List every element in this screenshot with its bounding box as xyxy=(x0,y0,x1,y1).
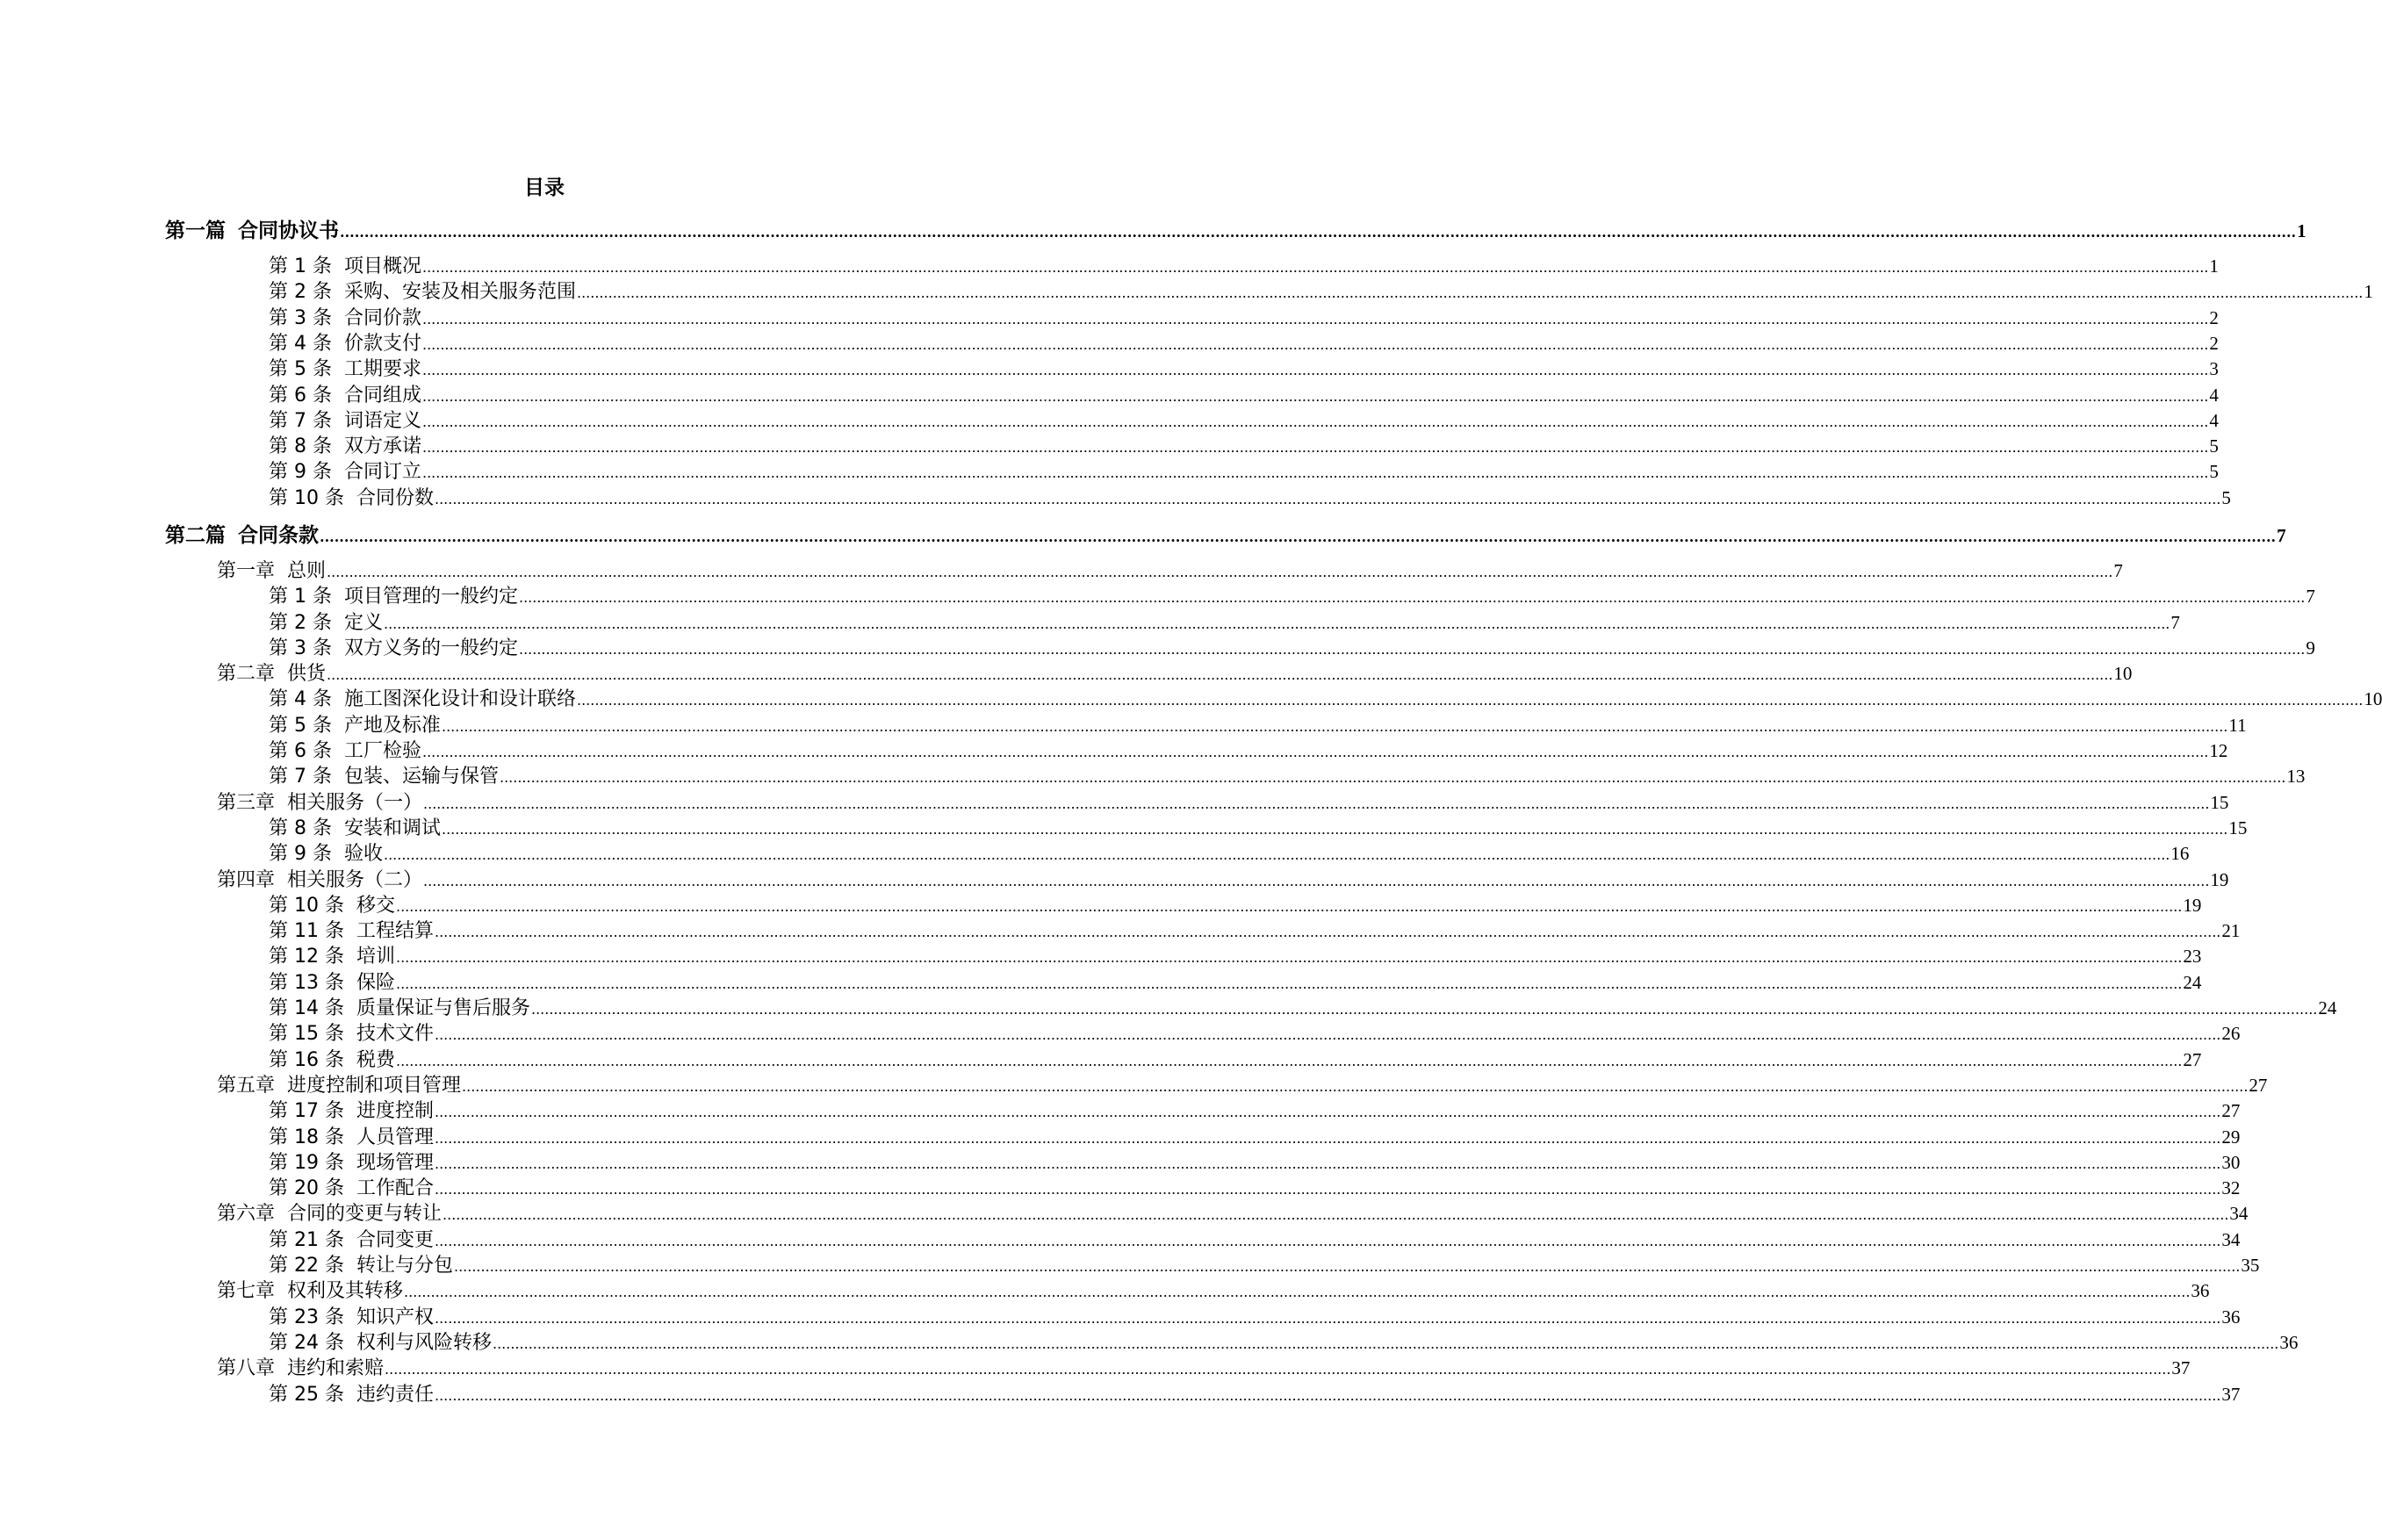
toc-entry-article[interactable] xyxy=(269,892,2202,918)
toc-entry-number: 第 9 条 xyxy=(269,461,332,483)
toc-entry-title: 合同协议书 xyxy=(238,219,339,242)
toc-dot-leader: ................................................................................................................................................................................................................................................................................................................................................................................................................ xyxy=(320,529,2277,545)
toc-entry-number: 第 6 条 xyxy=(269,385,332,407)
toc-entry-article[interactable] xyxy=(269,433,2219,459)
toc-entry-article[interactable] xyxy=(269,1304,2241,1330)
toc-entry-title: 合同价款 xyxy=(343,307,421,329)
toc-entry-title: 工程结算 xyxy=(356,920,434,942)
toc-entry-number: 第 1 条 xyxy=(269,255,332,277)
toc-entry-number: 第 18 条 xyxy=(269,1126,344,1148)
toc-entry-title: 安装和调试 xyxy=(343,817,441,839)
toc-entry-title: 进度控制和项目管理 xyxy=(287,1075,462,1097)
toc-entry-page-number: 1 xyxy=(2209,255,2219,277)
toc-entry-number: 第 12 条 xyxy=(269,946,344,968)
toc-dot-leader: ................................................................................................................................................................................................................................................................................................................................................................................................................ xyxy=(396,898,2183,915)
toc-dot-leader: ................................................................................................................................................................................................................................................................................................................................................................................................................ xyxy=(435,1104,2221,1120)
toc-entry-page-number: 36 xyxy=(2191,1280,2210,1301)
toc-dot-leader: ................................................................................................................................................................................................................................................................................................................................................................................................................ xyxy=(340,224,2297,241)
toc-dot-leader: ................................................................................................................................................................................................................................................................................................................................................................................................................ xyxy=(493,1335,2279,1352)
toc-entry-page-number: 32 xyxy=(2221,1177,2241,1198)
toc-entry-article[interactable] xyxy=(269,1175,2241,1201)
toc-entry-number: 第 8 条 xyxy=(269,817,332,839)
toc-entry-title: 税费 xyxy=(356,1049,395,1071)
toc-entry-chapter[interactable] xyxy=(217,789,2229,816)
toc-entry-number: 第五章 xyxy=(217,1075,276,1097)
toc-dot-leader: ................................................................................................................................................................................................................................................................................................................................................................................................................ xyxy=(396,1053,2183,1069)
toc-entry-page-number: 12 xyxy=(2209,740,2228,761)
toc-entry-chapter[interactable] xyxy=(217,1355,2191,1381)
toc-entry-number: 第 16 条 xyxy=(269,1049,344,1071)
toc-entry-title: 违约责任 xyxy=(356,1384,434,1406)
toc-entry-article[interactable] xyxy=(269,635,2315,661)
toc-entry-page-number: 5 xyxy=(2209,461,2219,482)
toc-entry-title: 权利及其转移 xyxy=(287,1280,404,1302)
toc-entry-number: 第 6 条 xyxy=(269,740,332,762)
toc-entry-title: 价款支付 xyxy=(343,333,421,355)
toc-entry-number: 第 4 条 xyxy=(269,333,332,355)
toc-entry-article[interactable] xyxy=(269,1149,2241,1176)
toc-entry-article[interactable] xyxy=(269,918,2241,944)
toc-entry-title: 合同份数 xyxy=(356,487,434,509)
toc-dot-leader: ................................................................................................................................................................................................................................................................................................................................................................................................................ xyxy=(500,769,2286,786)
toc-entry-title: 项目管理的一般约定 xyxy=(343,586,518,608)
toc-entry-page-number: 15 xyxy=(2228,817,2248,838)
toc-entry-page-number: 27 xyxy=(2221,1100,2241,1121)
toc-entry-article[interactable] xyxy=(269,943,2202,969)
toc-entry-page-number: 15 xyxy=(2210,792,2229,813)
toc-entry-number: 第三章 xyxy=(217,792,276,814)
toc-entry-title: 质量保证与售后服务 xyxy=(356,997,530,1019)
toc-entry-title: 定义 xyxy=(343,612,383,634)
toc-entry-number: 第 15 条 xyxy=(269,1023,344,1045)
toc-entry-article[interactable] xyxy=(269,253,2219,279)
toc-dot-leader: ................................................................................................................................................................................................................................................................................................................................................................................................................ xyxy=(396,949,2183,966)
toc-entry-article[interactable] xyxy=(269,407,2219,434)
toc-dot-leader: ................................................................................................................................................................................................................................................................................................................................................................................................................ xyxy=(327,666,2113,683)
toc-dot-leader: ................................................................................................................................................................................................................................................................................................................................................................................................................ xyxy=(435,1233,2221,1249)
toc-entry-page-number: 36 xyxy=(2279,1332,2299,1353)
toc-entry-number: 第 11 条 xyxy=(269,920,344,942)
toc-entry-chapter[interactable] xyxy=(217,1072,2268,1098)
toc-dot-leader: ................................................................................................................................................................................................................................................................................................................................................................................................................ xyxy=(423,873,2210,889)
toc-entry-article[interactable] xyxy=(269,840,2190,867)
toc-entry-article[interactable] xyxy=(269,1020,2241,1047)
toc-dot-leader: ................................................................................................................................................................................................................................................................................................................................................................................................................ xyxy=(422,311,2209,327)
toc-dot-leader: ................................................................................................................................................................................................................................................................................................................................................................................................................ xyxy=(443,1206,2229,1223)
toc-entry-number: 第 14 条 xyxy=(269,997,344,1019)
toc-entry-title: 工期要求 xyxy=(343,358,421,380)
toc-entry-article[interactable] xyxy=(269,609,2180,636)
toc-dot-leader: ................................................................................................................................................................................................................................................................................................................................................................................................................ xyxy=(435,1155,2221,1172)
toc-entry-page-number: 2 xyxy=(2209,333,2219,354)
toc-entry-page-number: 16 xyxy=(2170,843,2190,864)
toc-dot-leader: ................................................................................................................................................................................................................................................................................................................................................................................................................ xyxy=(435,1181,2221,1198)
toc-entry-article[interactable] xyxy=(269,1381,2241,1407)
toc-entry-page-number: 7 xyxy=(2113,560,2123,581)
toc-entry-title: 采购、安装及相关服务范围 xyxy=(343,281,576,303)
toc-entry-page-number: 19 xyxy=(2210,869,2229,890)
toc-entry-chapter[interactable] xyxy=(217,558,2123,584)
toc-entry-title: 转让与分包 xyxy=(356,1255,453,1277)
toc-entry-page-number: 10 xyxy=(2364,688,2382,709)
toc-entry-article[interactable] xyxy=(269,1124,2241,1150)
toc-entry-title: 合同的变更与转让 xyxy=(287,1203,443,1225)
toc-entry-title: 项目概况 xyxy=(343,255,421,277)
toc-entry-title: 违约和索赔 xyxy=(287,1357,385,1379)
toc-dot-leader: ................................................................................................................................................................................................................................................................................................................................................................................................................ xyxy=(404,1284,2191,1300)
toc-dot-leader: ................................................................................................................................................................................................................................................................................................................................................................................................................ xyxy=(327,564,2113,580)
toc-dot-leader: ................................................................................................................................................................................................................................................................................................................................................................................................................ xyxy=(423,795,2210,812)
toc-entry-page-number: 27 xyxy=(2183,1049,2202,1070)
toc-entry-article[interactable] xyxy=(269,458,2219,485)
toc-entry-page-number: 23 xyxy=(2183,946,2202,967)
toc-entry-title: 技术文件 xyxy=(356,1023,434,1045)
toc-entry-page-number: 4 xyxy=(2209,410,2219,431)
toc-entry-title: 人员管理 xyxy=(356,1126,434,1148)
toc-entry-title: 移交 xyxy=(356,895,395,917)
toc-entry-number: 第 1 条 xyxy=(269,586,332,608)
toc-entry-page-number: 30 xyxy=(2221,1152,2241,1173)
toc-entry-title: 培训 xyxy=(356,946,395,968)
toc-entry-page-number: 34 xyxy=(2221,1229,2241,1250)
toc-entry-page-number: 34 xyxy=(2229,1203,2249,1224)
toc-dot-leader: ................................................................................................................................................................................................................................................................................................................................................................................................................ xyxy=(422,464,2209,481)
toc-dot-leader: ................................................................................................................................................................................................................................................................................................................................................................................................................ xyxy=(422,259,2209,276)
toc-entry-page-number: 37 xyxy=(2171,1357,2191,1378)
toc-entry-page-number: 10 xyxy=(2113,663,2133,684)
toc-entry-title: 合同订立 xyxy=(343,461,421,483)
toc-entry-part[interactable] xyxy=(165,522,2286,549)
toc-entry-number: 第 7 条 xyxy=(269,410,332,432)
toc-entry-page-number: 19 xyxy=(2183,895,2202,916)
toc-dot-leader: ................................................................................................................................................................................................................................................................................................................................................................................................................ xyxy=(442,718,2228,735)
toc-entry-page-number: 21 xyxy=(2221,920,2241,941)
toc-entry-title: 双方承诺 xyxy=(343,435,421,457)
toc-entry-title: 词语定义 xyxy=(343,410,421,432)
toc-dot-leader: ................................................................................................................................................................................................................................................................................................................................................................................................................ xyxy=(435,1026,2221,1043)
toc-dot-leader: ................................................................................................................................................................................................................................................................................................................................................................................................................ xyxy=(384,615,2170,632)
toc-entry-number: 第 8 条 xyxy=(269,435,332,457)
toc-entry-article[interactable] xyxy=(269,382,2219,408)
toc-entry-number: 第 23 条 xyxy=(269,1306,344,1328)
toc-entry-number: 第 4 条 xyxy=(269,688,332,710)
toc-entry-title: 施工图深化设计和设计联络 xyxy=(343,688,576,710)
toc-entry-article[interactable] xyxy=(269,995,2337,1021)
toc-entry-page-number: 7 xyxy=(2277,525,2286,546)
toc-entry-number: 第四章 xyxy=(217,869,276,891)
toc-entry-number: 第 13 条 xyxy=(269,972,344,994)
toc-entry-title: 工厂检验 xyxy=(343,740,421,762)
toc-entry-number: 第 2 条 xyxy=(269,281,332,303)
toc-entry-title: 权利与风险转移 xyxy=(356,1332,492,1354)
toc-entry-number: 第二篇 xyxy=(165,524,226,547)
toc-entry-article[interactable] xyxy=(269,305,2219,331)
toc-entry-article[interactable] xyxy=(269,738,2228,764)
toc-entry-page-number: 3 xyxy=(2209,358,2219,379)
toc-entry-number: 第一章 xyxy=(217,560,276,582)
toc-entry-number: 第 20 条 xyxy=(269,1177,344,1199)
toc-entry-article[interactable] xyxy=(269,356,2219,382)
toc-dot-leader: ................................................................................................................................................................................................................................................................................................................................................................................................................ xyxy=(462,1078,2249,1095)
toc-entry-page-number: 24 xyxy=(2183,972,2202,993)
toc-entry-article[interactable] xyxy=(269,763,2306,789)
toc-entry-article[interactable] xyxy=(269,969,2202,996)
toc-entry-number: 第 21 条 xyxy=(269,1229,344,1251)
toc-entry-page-number: 37 xyxy=(2221,1384,2241,1405)
toc-entry-number: 第 10 条 xyxy=(269,487,344,509)
toc-entry-title: 验收 xyxy=(343,843,383,865)
toc-entry-title: 进度控制 xyxy=(356,1100,434,1122)
toc-entry-number: 第一篇 xyxy=(165,219,226,242)
toc-entry-part[interactable] xyxy=(165,218,2306,244)
toc-entry-number: 第七章 xyxy=(217,1280,276,1302)
toc-dot-leader: ................................................................................................................................................................................................................................................................................................................................................................................................................ xyxy=(435,924,2221,940)
toc-entry-article[interactable] xyxy=(269,1097,2241,1124)
toc-entry-title: 合同组成 xyxy=(343,385,421,407)
toc-dot-leader: ................................................................................................................................................................................................................................................................................................................................................................................................................ xyxy=(519,641,2306,658)
toc-entry-title: 相关服务（一） xyxy=(287,792,423,814)
toc-dot-leader: ................................................................................................................................................................................................................................................................................................................................................................................................................ xyxy=(422,439,2209,456)
toc-entry-number: 第 3 条 xyxy=(269,307,332,329)
toc-entry-page-number: 36 xyxy=(2221,1306,2241,1328)
toc-entry-chapter[interactable] xyxy=(217,1277,2210,1304)
toc-dot-leader: ................................................................................................................................................................................................................................................................................................................................................................................................................ xyxy=(577,692,2364,709)
toc-dot-leader: ................................................................................................................................................................................................................................................................................................................................................................................................................ xyxy=(519,589,2306,606)
toc-entry-page-number: 1 xyxy=(2364,281,2373,302)
toc-entry-article[interactable] xyxy=(269,712,2247,738)
toc-entry-page-number: 24 xyxy=(2318,997,2337,1018)
toc-entry-page-number: 1 xyxy=(2297,220,2306,241)
toc-entry-page-number: 11 xyxy=(2228,715,2247,736)
toc-dot-leader: ................................................................................................................................................................................................................................................................................................................................................................................................................ xyxy=(384,846,2170,863)
toc-entry-number: 第 5 条 xyxy=(269,358,332,380)
toc-entry-chapter[interactable] xyxy=(217,867,2229,893)
toc-entry-article[interactable] xyxy=(269,1227,2241,1253)
toc-entry-number: 第 3 条 xyxy=(269,637,332,659)
toc-entry-number: 第 25 条 xyxy=(269,1384,344,1406)
toc-dot-leader: ................................................................................................................................................................................................................................................................................................................................................................................................................ xyxy=(577,284,2364,301)
toc-entry-page-number: 4 xyxy=(2209,385,2219,406)
toc-entry-article[interactable] xyxy=(269,1329,2299,1356)
toc-dot-leader: ................................................................................................................................................................................................................................................................................................................................................................................................................ xyxy=(422,336,2209,353)
toc-entry-chapter[interactable] xyxy=(217,1200,2249,1227)
toc-entry-number: 第 7 条 xyxy=(269,766,332,788)
toc-dot-leader: ................................................................................................................................................................................................................................................................................................................................................................................................................ xyxy=(385,1361,2171,1378)
toc-dot-leader: ................................................................................................................................................................................................................................................................................................................................................................................................................ xyxy=(531,1001,2318,1018)
toc-entry-article[interactable] xyxy=(269,330,2219,356)
toc-entry-number: 第 22 条 xyxy=(269,1255,344,1277)
toc-entry-title: 相关服务（二） xyxy=(287,869,423,891)
toc-entry-title: 总则 xyxy=(287,560,327,582)
toc-entry-page-number: 5 xyxy=(2221,487,2231,508)
toc-dot-leader: ................................................................................................................................................................................................................................................................................................................................................................................................................ xyxy=(435,491,2221,507)
toc-entry-page-number: 13 xyxy=(2286,766,2306,787)
toc-entry-article[interactable] xyxy=(269,1047,2202,1073)
toc-dot-leader: ................................................................................................................................................................................................................................................................................................................................................................................................................ xyxy=(435,1310,2221,1327)
toc-entry-article[interactable] xyxy=(269,485,2231,511)
toc-entry-page-number: 7 xyxy=(2306,586,2315,607)
toc-dot-leader: ................................................................................................................................................................................................................................................................................................................................................................................................................ xyxy=(422,414,2209,430)
toc-entry-number: 第六章 xyxy=(217,1203,276,1225)
toc-entry-page-number: 35 xyxy=(2241,1255,2260,1276)
toc-entry-page-number: 29 xyxy=(2221,1126,2241,1148)
toc-entry-number: 第 5 条 xyxy=(269,715,332,737)
toc-entry-article[interactable] xyxy=(269,815,2248,841)
toc-entry-page-number: 27 xyxy=(2249,1075,2268,1096)
toc-entry-page-number: 2 xyxy=(2209,307,2219,328)
toc-entry-chapter[interactable] xyxy=(217,660,2133,687)
toc-entry-title: 产地及标准 xyxy=(343,715,441,737)
toc-dot-leader: ................................................................................................................................................................................................................................................................................................................................................................................................................ xyxy=(435,1130,2221,1147)
toc-entry-title: 知识产权 xyxy=(356,1306,434,1328)
toc-dot-leader: ................................................................................................................................................................................................................................................................................................................................................................................................................ xyxy=(396,975,2183,992)
toc-entry-page-number: 9 xyxy=(2306,637,2315,658)
toc-entry-number: 第 2 条 xyxy=(269,612,332,634)
toc-entry-number: 第二章 xyxy=(217,663,276,685)
toc-entry-number: 第 17 条 xyxy=(269,1100,344,1122)
toc-entry-title: 包装、运输与保管 xyxy=(343,766,499,788)
toc-entry-title: 合同变更 xyxy=(356,1229,434,1251)
toc-entry-article[interactable] xyxy=(269,686,2382,712)
toc-entry-number: 第八章 xyxy=(217,1357,276,1379)
toc-title: 目录 xyxy=(524,176,565,199)
toc-entry-title: 工作配合 xyxy=(356,1177,434,1199)
toc-entry-page-number: 26 xyxy=(2221,1023,2241,1044)
toc-entry-page-number: 5 xyxy=(2209,435,2219,457)
toc-entry-article[interactable] xyxy=(269,1252,2260,1278)
toc-entry-title: 现场管理 xyxy=(356,1152,434,1174)
toc-entry-article[interactable] xyxy=(269,583,2315,609)
toc-dot-leader: ................................................................................................................................................................................................................................................................................................................................................................................................................ xyxy=(422,362,2209,378)
toc-entry-title: 双方义务的一般约定 xyxy=(343,637,518,659)
toc-entry-number: 第 19 条 xyxy=(269,1152,344,1174)
toc-dot-leader: ................................................................................................................................................................................................................................................................................................................................................................................................................ xyxy=(422,744,2209,760)
toc-entry-page-number: 7 xyxy=(2170,612,2180,633)
toc-entry-number: 第 9 条 xyxy=(269,843,332,865)
toc-entry-article[interactable] xyxy=(269,278,2373,305)
toc-entry-title: 供货 xyxy=(287,663,327,685)
toc-dot-leader: ................................................................................................................................................................................................................................................................................................................................................................................................................ xyxy=(454,1258,2241,1275)
toc-entry-title: 保险 xyxy=(356,972,395,994)
toc-entry-number: 第 24 条 xyxy=(269,1332,344,1354)
toc-entry-number: 第 10 条 xyxy=(269,895,344,917)
toc-entry-title: 合同条款 xyxy=(238,524,319,547)
toc-dot-leader: ................................................................................................................................................................................................................................................................................................................................................................................................................ xyxy=(442,821,2228,838)
toc-dot-leader: ................................................................................................................................................................................................................................................................................................................................................................................................................ xyxy=(435,1387,2221,1404)
toc-dot-leader: ................................................................................................................................................................................................................................................................................................................................................................................................................ xyxy=(422,388,2209,405)
